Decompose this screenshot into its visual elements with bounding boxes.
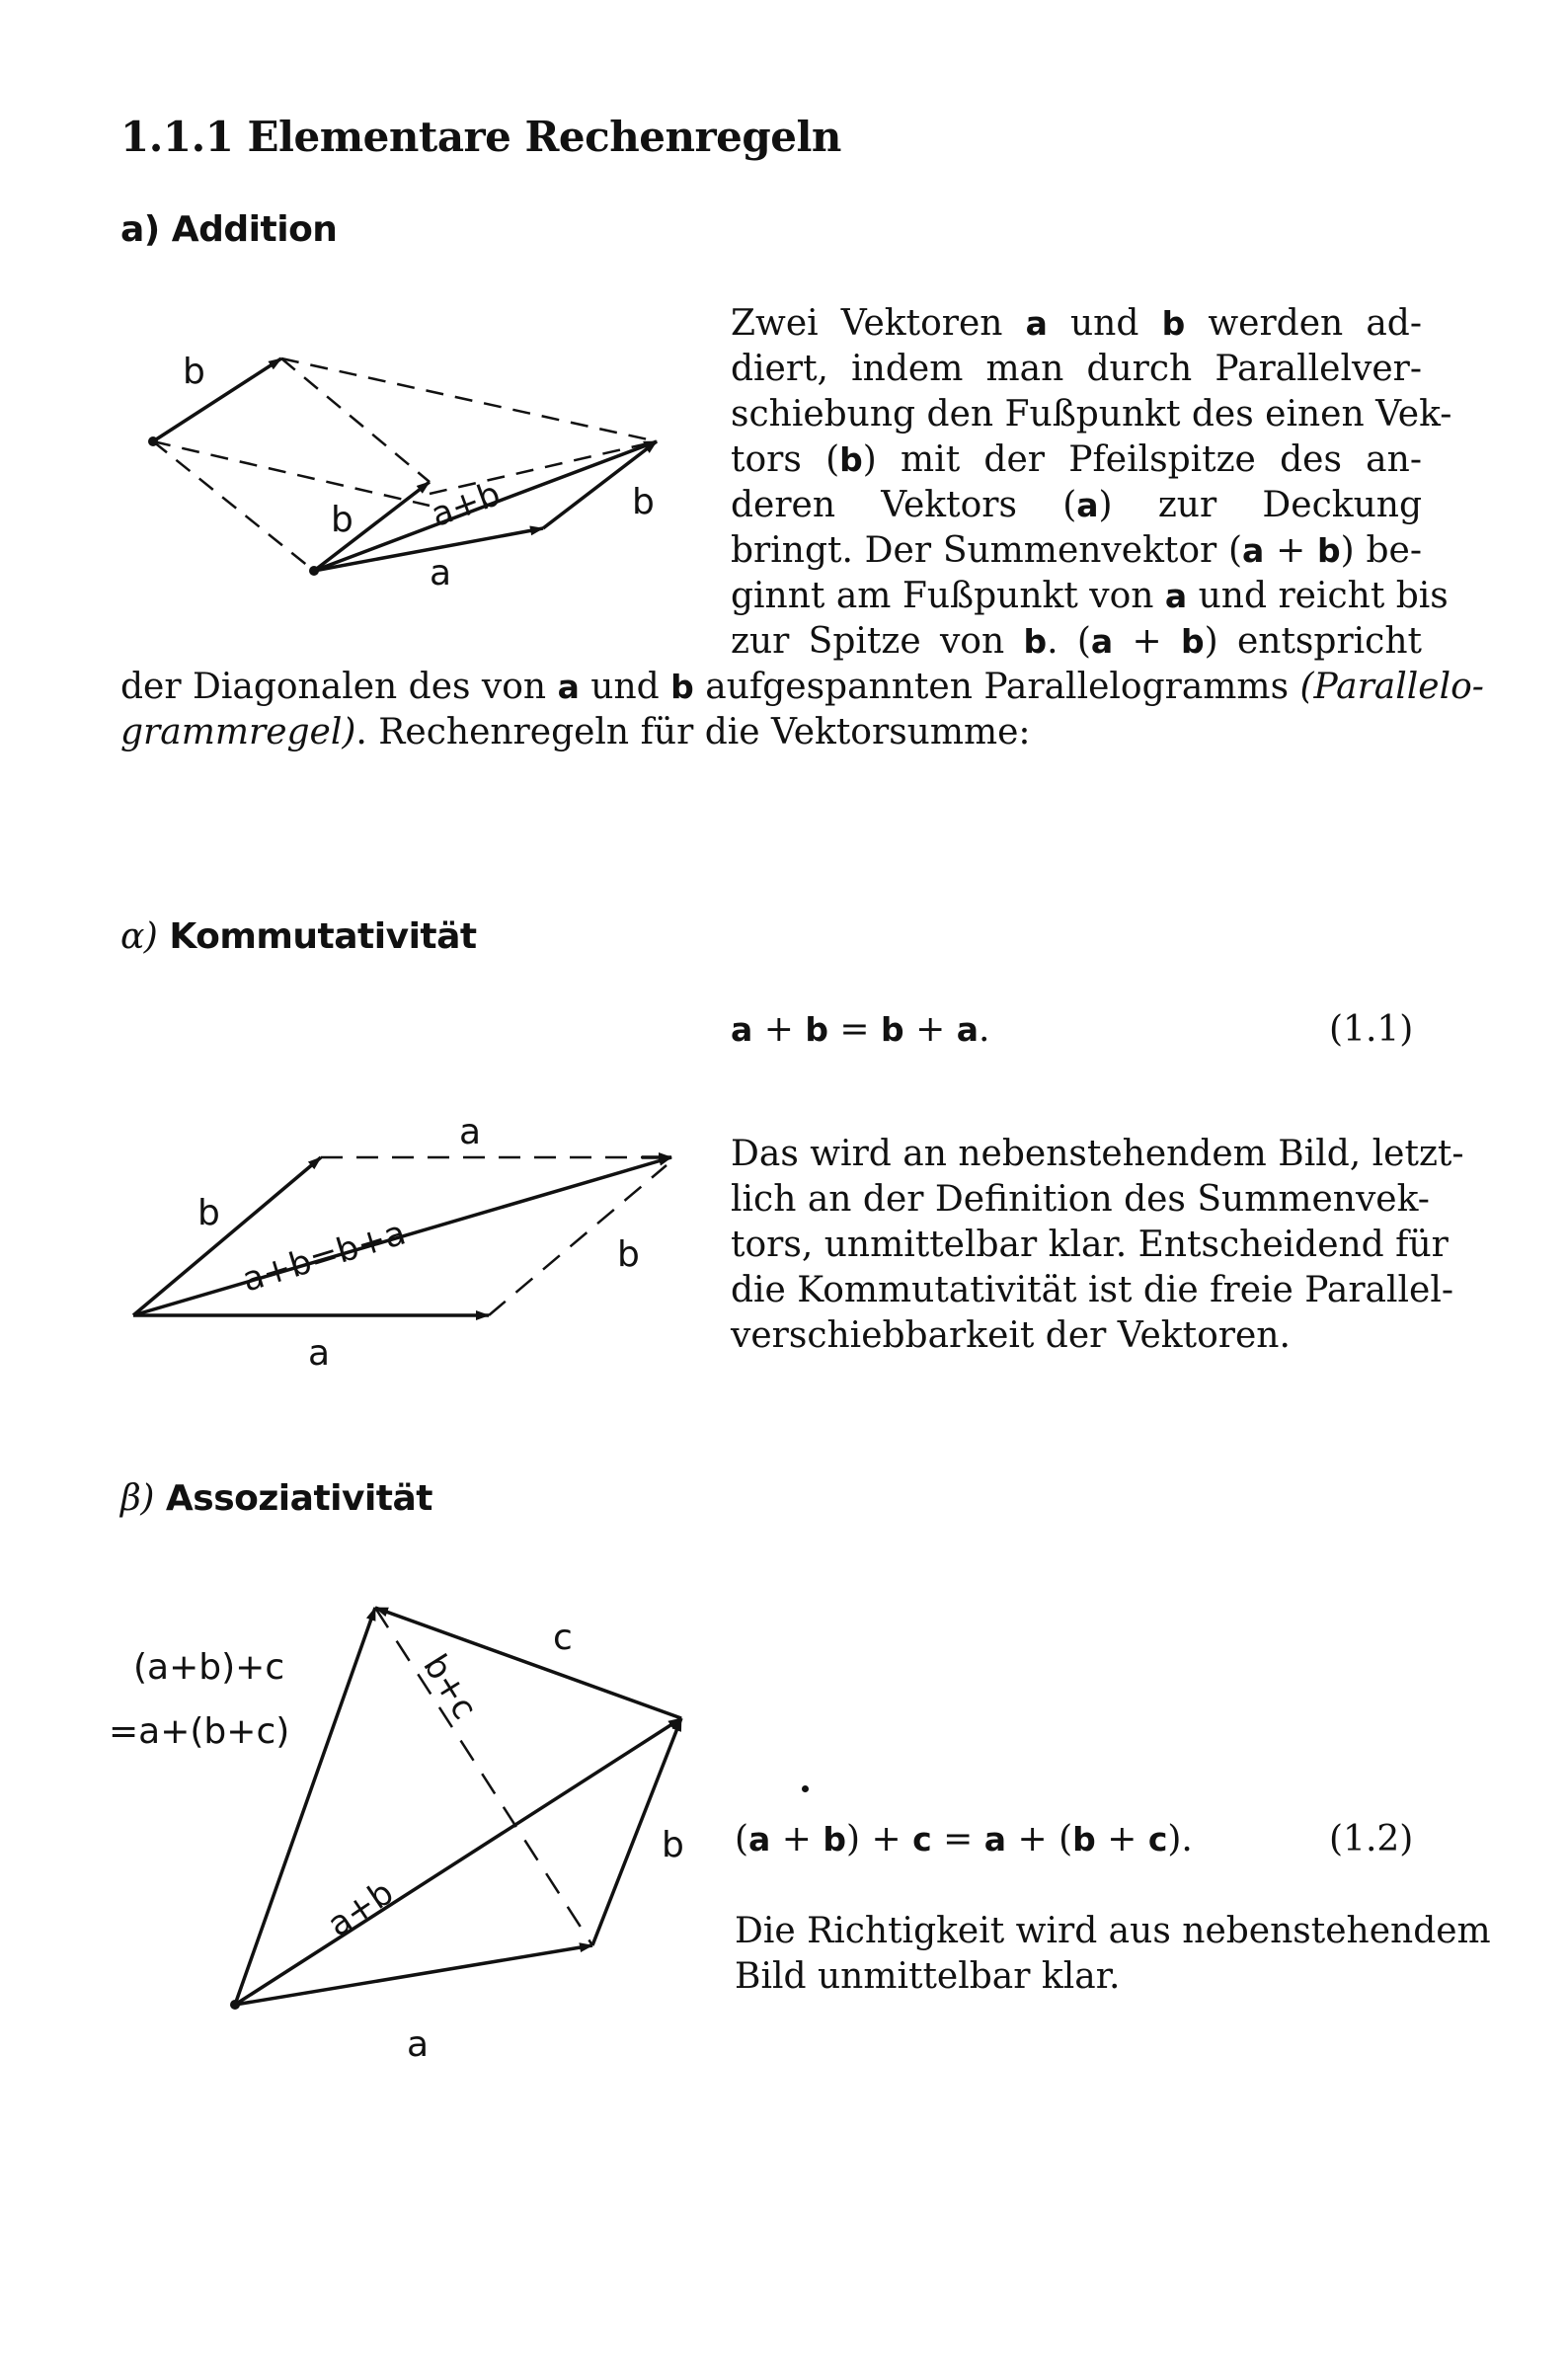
equation-number-1-2: (1.2) <box>1329 1819 1414 1859</box>
associativity-title: Assoziativität <box>165 1478 433 1519</box>
section-title: 1.1.1 Elementare Rechenregeln <box>120 113 841 161</box>
label-b-mid: b <box>331 500 353 540</box>
dot-mark <box>802 1785 809 1792</box>
label-a: a <box>407 2024 430 2064</box>
commutativity-title: Kommutativität <box>169 916 477 957</box>
equation-number-1-1: (1.1) <box>1329 1009 1414 1050</box>
label-diag: a+b=b+a <box>237 1213 411 1301</box>
label-a-plus-b: a+b <box>320 1872 401 1945</box>
text-line: lich an der Definition des Summenvek- <box>731 1179 1430 1220</box>
caption-line-1: (a+b)+c <box>133 1647 285 1688</box>
label-a-plus-b: a+b <box>426 474 506 535</box>
associativity-paragraph <box>735 1909 1491 2000</box>
text-line: verschiebbarkeit der Vektoren. <box>731 1315 1291 1356</box>
equation-1-2: (a + b) + c = a + (b + c). <box>735 1819 1193 1859</box>
equation-1-1: a + b = b + a. <box>731 1009 990 1050</box>
associativity-heading <box>120 1478 432 1519</box>
commutativity-figure <box>118 1106 691 1373</box>
commutativity-heading <box>120 916 477 957</box>
label-b-right: b <box>617 1234 640 1275</box>
text-line: tors, unmittelbar klar. Entscheidend für <box>731 1225 1449 1265</box>
label-b-right: b <box>632 482 655 522</box>
text-line: schiebung den Fußpunkt des einen Vek- <box>731 394 1452 435</box>
label-b: b <box>662 1825 684 1865</box>
text-line: Zwei Vektoren a und b werden ad- <box>731 303 1422 344</box>
origin-point <box>309 566 319 576</box>
text-line: Das wird an nebenstehendem Bild, letzt- <box>731 1134 1464 1174</box>
text-line: Bild unmittelbar klar. <box>735 1956 1121 1997</box>
greek-alpha: α) <box>120 916 158 957</box>
text-line: tors (b) mit der Pfeilspitze des an- <box>731 439 1422 480</box>
label-a: a <box>430 553 452 593</box>
origin-point <box>230 2000 240 2010</box>
text-line: die Kommutativität ist die freie Parallel- <box>731 1270 1454 1310</box>
vector-a <box>235 1945 592 2005</box>
text-line: Die Richtigkeit wird aus nebenstehendem <box>735 1911 1491 1951</box>
foot-point <box>148 436 158 446</box>
label-a-top: a <box>459 1112 482 1152</box>
addition-paragraph <box>731 301 1452 665</box>
label-b-top: b <box>183 352 205 392</box>
text-line: grammregel). Rechenregeln für die Vektorsumme: <box>120 712 1031 752</box>
text-line: zur Spitze von b. (a + b) entspricht <box>731 621 1422 662</box>
label-b-plus-c: b+c <box>415 1647 485 1727</box>
text-line: der Diagonalen des von a und b aufgespannten Parallelogramms (Parallelo- <box>120 667 1484 707</box>
vector-c <box>375 1608 681 1718</box>
label-a-bottom: a <box>308 1333 331 1373</box>
addition-heading: a) Addition <box>120 209 338 250</box>
vector-b-top <box>153 358 281 441</box>
addition-paragraph-full <box>120 665 1484 755</box>
text-line: deren Vektors (a) zur Deckung <box>731 485 1422 525</box>
associativity-figure <box>109 1570 721 2064</box>
label-b-left: b <box>197 1193 220 1233</box>
greek-beta: β) <box>120 1478 154 1519</box>
vector-b-left <box>133 1157 321 1315</box>
commutativity-paragraph <box>731 1132 1464 1359</box>
text-line: diert, indem man durch Parallelver- <box>731 349 1422 389</box>
addition-figure <box>118 326 671 622</box>
text-line: bringt. Der Summenvektor (a + b) be- <box>731 530 1422 571</box>
label-c: c <box>553 1618 573 1658</box>
vector-a-plus-b <box>235 1718 681 2005</box>
text-line: ginnt am Fußpunkt von a und reicht bis <box>731 576 1449 616</box>
caption-line-2: =a+(b+c) <box>109 1711 290 1752</box>
